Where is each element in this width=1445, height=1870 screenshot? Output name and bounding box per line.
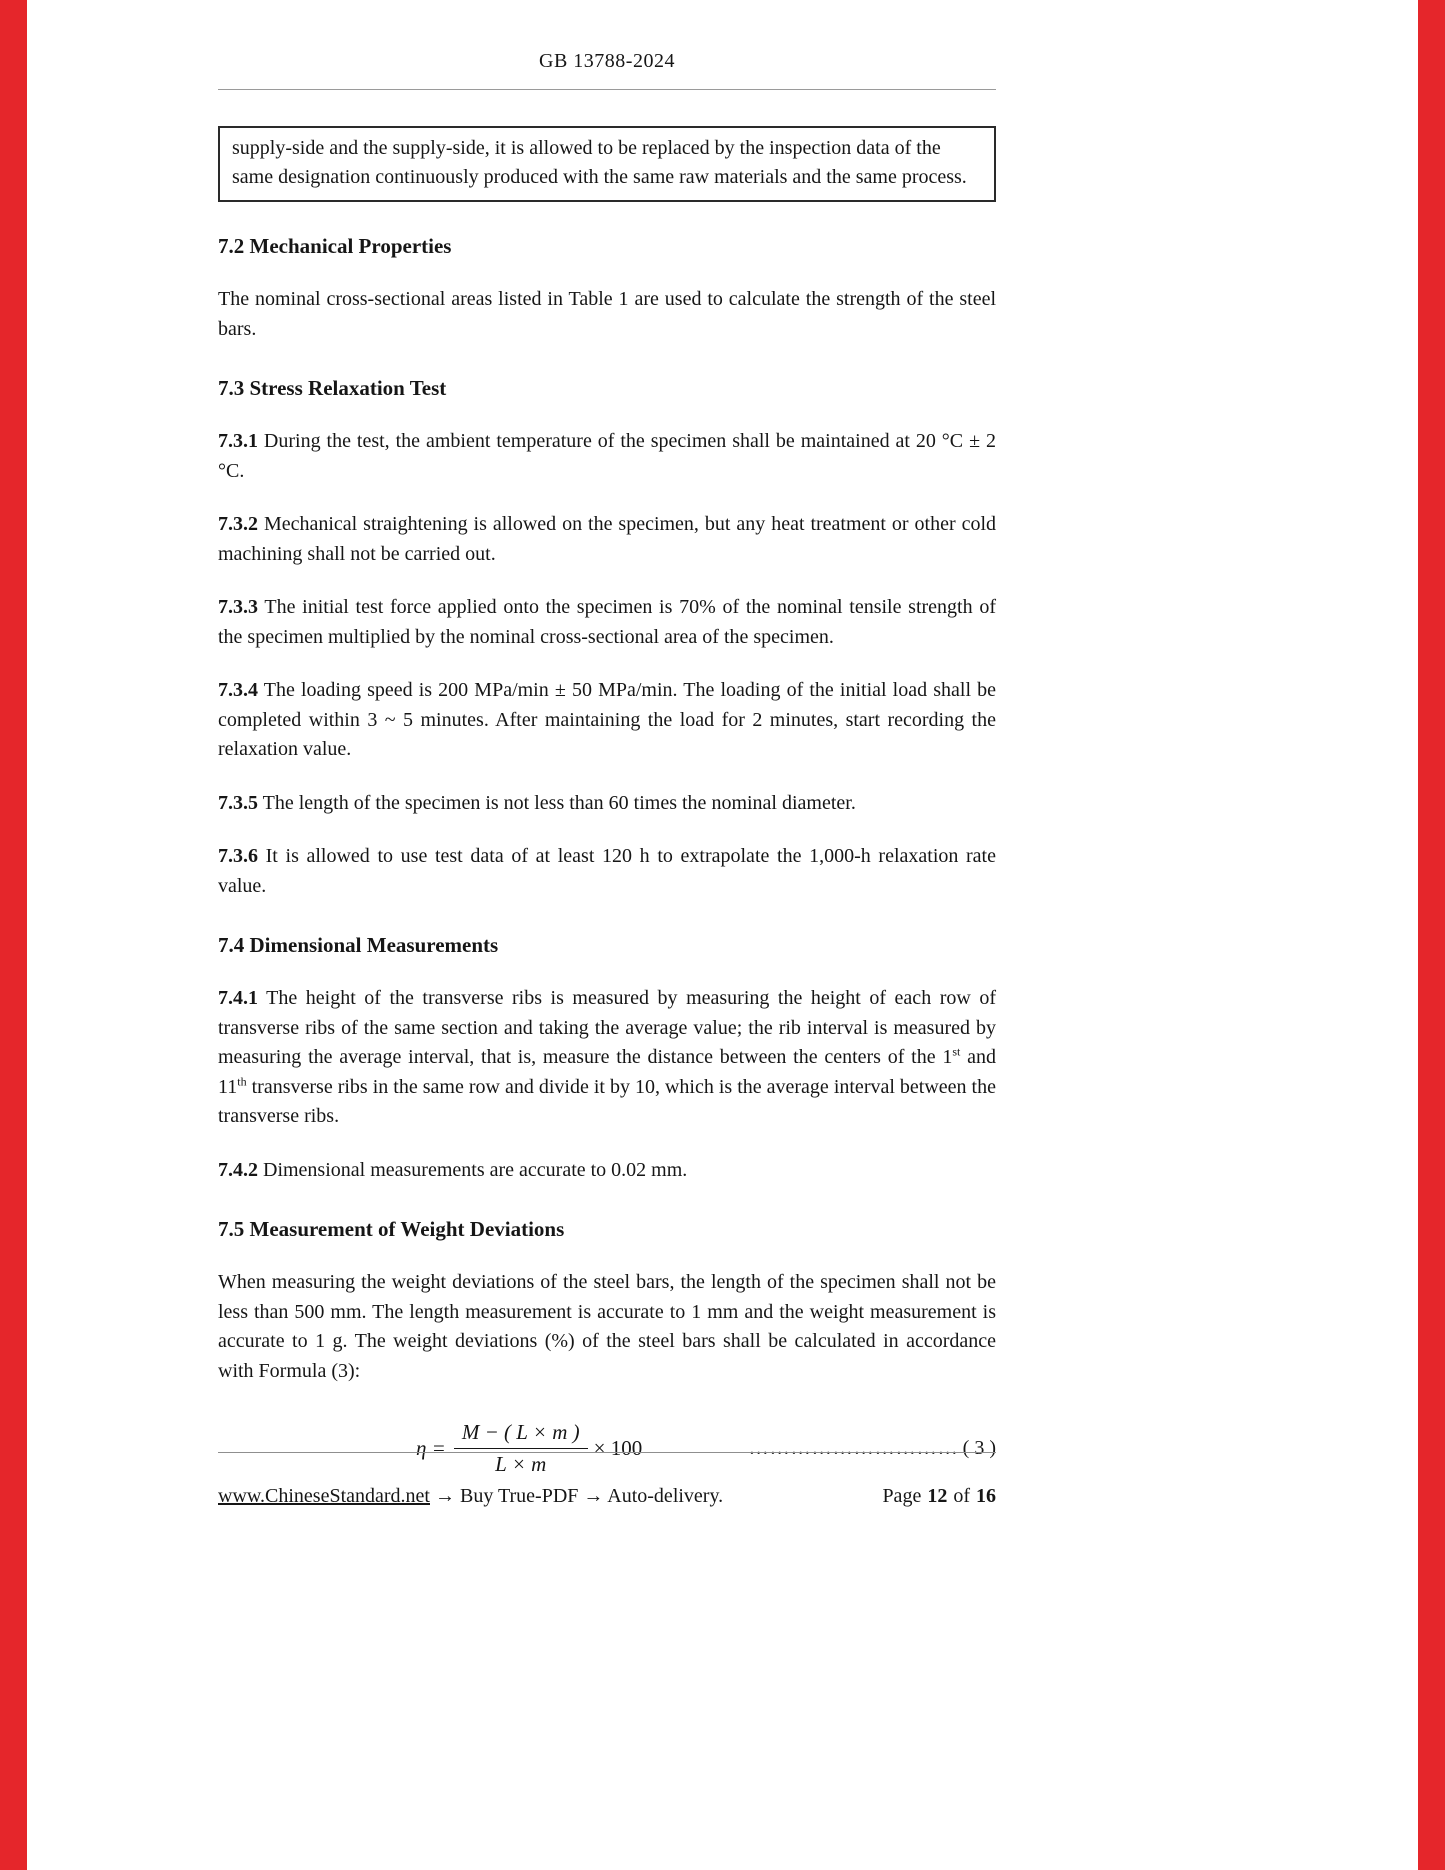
document-header-title: GB 13788-2024 [539,50,675,72]
page-of-label: of [953,1485,970,1507]
document-body [218,232,996,1386]
bold-run: 7.3.6 [218,845,258,867]
page-edge-red-left [0,0,27,1870]
section-heading: 7.3 Stress Relaxation Test [218,376,447,400]
notice-text: supply-side and the supply-side, it is allowed to be replaced by the inspection data of the same designation continuously produced with the same raw materials and the same process. [232,137,967,188]
paragraph [218,593,996,652]
notice-box [218,126,996,202]
text-run: and 11 [218,1046,996,1098]
paragraph [218,510,996,569]
page-indicator [876,1485,996,1508]
text-run: When measuring the weight deviations of the steel bars, the length of the specimen shall not be less than 500 mm. The length measurement is accurate to 1 mm and the weight measurement is accurate to 1 g. The weight deviations (%) of the steel bars shall be calculated in accordance with Formula (3): [218,1271,996,1382]
formula-number: ( 3 ) [962,1437,996,1459]
text-run: The length of the specimen is not less than 60 times the nominal diameter. [258,791,856,814]
text-run: The nominal cross-sectional areas listed in Table 1 are used to calculate the strength of the steel bars. [218,288,996,340]
bold-run: 7.3.3 [218,596,258,618]
text-run: Dimensional measurements are accurate to 0.02 mm. [258,1158,688,1181]
formula-dots: ………………………… [748,1437,959,1459]
text-run: The initial test force applied onto the specimen is 70% of the nominal tensile strength of the specimen multiplied by the nominal cross-sectional area of the specimen. [218,596,996,648]
bold-run: 7.3.5 [218,791,258,814]
formula-multiplier: × 100 [593,1436,643,1460]
paragraph [218,1268,996,1386]
text-run: The height of the transverse ribs is measured by measuring the height of each row of transverse ribs of the same section and taking the average value; the rib interval is measured by measuring the average interval, that is, measure the distance between the centers of the 1 [218,987,996,1068]
superscript-run: th [237,1073,247,1088]
page-label: Page [882,1485,922,1507]
paragraph [218,842,996,901]
formula-numerator: M − ( L × m ) [454,1420,588,1449]
superscript-run: st [952,1044,961,1059]
header-divider [218,89,996,90]
text-run: During the test, the ambient temperature of the specimen shall be maintained at 20 °C ± 2 °C. [218,430,996,482]
text-run: It is allowed to use test data of at least 120 h to extrapolate the 1,000-h relaxation rate value. [218,845,996,897]
section-heading: 7.2 Mechanical Properties [218,234,452,258]
chinesestandard-link[interactable]: www.ChineseStandard.net [218,1485,430,1507]
text-run: The loading speed is 200 MPa/min ± 50 MPa/min. The loading of the initial load shall be completed within 3 ~ 5 minutes. After maintaining the load for 2 minutes, start recording the relaxation value. [218,679,996,760]
document-page [218,0,996,1870]
paragraph [218,676,996,765]
page-total: 16 [976,1485,996,1507]
text-run: transverse ribs in the same row and divide it by 10, which is the average interval between the transverse ribs. [218,1075,996,1127]
paragraph [218,285,996,344]
paragraph [218,984,996,1132]
text-run: Mechanical straightening is allowed on the specimen, but any heat treatment or other cold machining shall not be carried out. [218,513,996,565]
formula-denominator: L × m [495,1452,547,1476]
section-heading: 7.4 Dimensional Measurements [218,933,499,957]
bold-run: 7.3.2 [218,513,258,535]
page-footer [218,1452,996,1508]
paragraph [218,427,996,486]
formula-lhs: η = [416,1436,446,1460]
footer-source [218,1485,723,1508]
bold-run: 7.4.1 [218,987,258,1009]
footer-source-rest: → Buy True-PDF → Auto-delivery. [430,1485,724,1507]
bold-run: 7.3.4 [218,679,258,701]
page-number: 12 [927,1485,948,1507]
paragraph [218,789,996,819]
footer-divider [218,1452,996,1453]
bold-run: 7.3.1 [218,430,258,452]
bold-run: 7.4.2 [218,1158,258,1181]
page-edge-red-right [1418,0,1445,1870]
section-heading: 7.5 Measurement of Weight Deviations [218,1217,565,1241]
paragraph [218,1156,996,1186]
